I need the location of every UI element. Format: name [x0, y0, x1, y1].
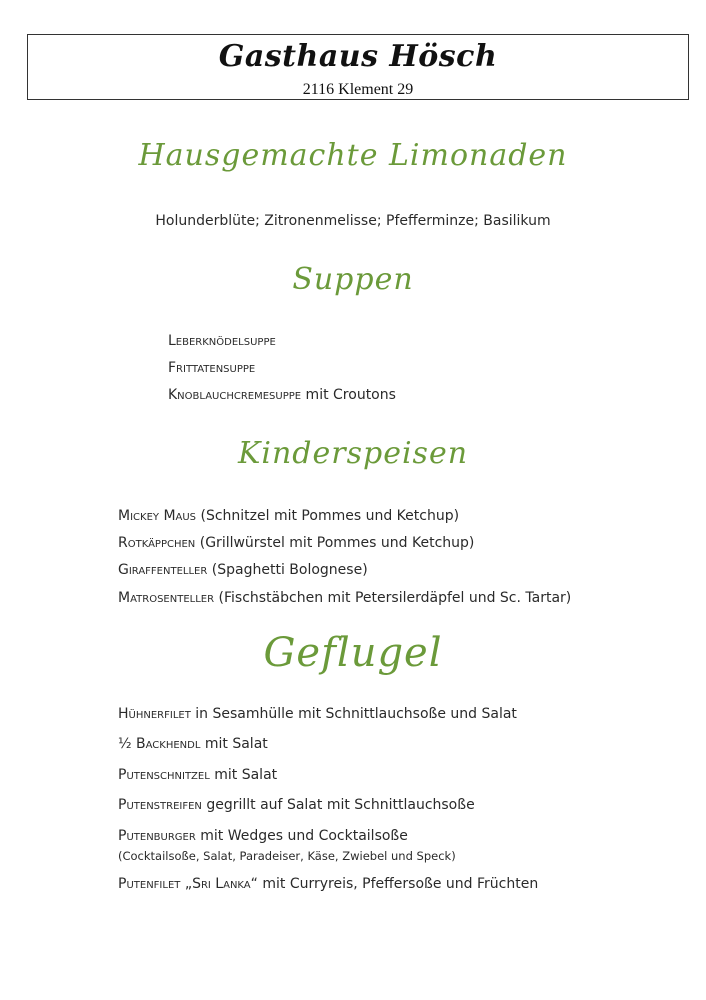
dish-desc: in Sesamhülle mit Schnittlauchsoße und Salat — [190, 706, 517, 722]
dish-name: Matrosenteller — [118, 590, 215, 606]
dish-desc: (Spaghetti Bolognese) — [207, 562, 368, 578]
dish-name: Knoblauchcremesuppe — [168, 387, 302, 403]
dish-desc: mit Croutons — [301, 387, 396, 403]
dish-name: Hühnerfilet — [118, 706, 191, 722]
restaurant-name: Gasthaus Hösch — [218, 39, 498, 74]
list-item — [168, 387, 396, 403]
list-item — [118, 797, 475, 813]
list-item — [118, 876, 538, 892]
limonaden-text: Holunderblüte; Zitronenmelisse; Pfefferminze; Basilikum — [155, 213, 551, 229]
header-box — [27, 34, 689, 100]
dish-desc: gegrillt auf Salat mit Schnittlauchsoße — [201, 797, 475, 813]
dish-desc: (Grillwürstel mit Pommes und Ketchup) — [195, 535, 475, 551]
list-item — [168, 333, 276, 349]
restaurant-address: 2116 Klement 29 — [302, 81, 414, 98]
dish-name: Leberknödelsuppe — [168, 333, 276, 349]
dish-name: Putenburger — [118, 828, 196, 844]
dish-name: Giraffenteller — [118, 562, 208, 578]
list-item — [118, 767, 277, 783]
list-item — [118, 562, 368, 578]
list-item — [118, 590, 571, 606]
dish-desc: mit Wedges und Cocktailsoße — [195, 828, 408, 844]
section-title-suppen: Suppen — [292, 262, 414, 297]
dish-name: Frittatensuppe — [168, 360, 256, 376]
dish-name: ½ Backhendl — [118, 736, 201, 752]
dish-name: Putenfilet „Sri Lanka“ — [118, 876, 258, 892]
dish-desc: mit Salat — [200, 736, 268, 752]
dish-name: Rotkäppchen — [118, 535, 196, 551]
list-item — [118, 828, 408, 844]
list-item — [118, 736, 268, 752]
list-item — [118, 508, 459, 524]
section-title-kinderspeisen: Kinderspeisen — [237, 436, 469, 471]
list-item — [118, 706, 517, 722]
dish-desc: mit Salat — [209, 767, 278, 783]
list-item — [118, 535, 474, 551]
section-title-gefluegel: Geflugel — [263, 630, 443, 676]
dish-desc: mit Curryreis, Pfeffersoße und Früchten — [257, 876, 539, 892]
dish-name: Putenschnitzel — [118, 767, 210, 783]
section-title-limonaden: Hausgemachte Limonaden — [138, 138, 568, 173]
list-item — [168, 360, 255, 376]
dish-name: Mickey Maus — [118, 508, 197, 524]
dish-name: Putenstreifen — [118, 797, 202, 813]
dish-desc: (Fischstäbchen mit Petersilerdäpfel und Sc. Tartar) — [214, 590, 572, 606]
dish-note: (Cocktailsoße, Salat, Paradeiser, Käse, Zwiebel und Speck) — [118, 849, 456, 863]
dish-desc: (Schnitzel mit Pommes und Ketchup) — [196, 508, 460, 524]
